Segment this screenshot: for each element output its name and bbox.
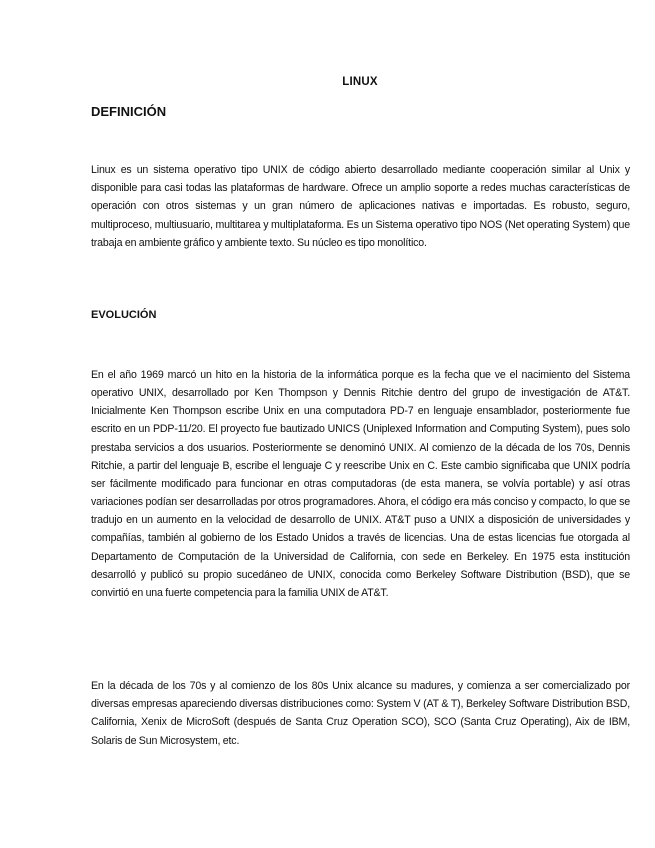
document-title: LINUX xyxy=(342,76,378,88)
definicion-paragraph: Linux es un sistema operativo tipo UNIX de código abierto desarrollado mediante cooperación similar al Unix y disponible para casi todas las plataformas de hardware. Ofrece un amplio soporte a redes muchas características de operación con otros sistemas y un gran número de aplicaciones nativas e importadas. Es robusto, seguro, multiproceso, multiusuario, multitarea y multiplataforma. Es un Sistema operativo tipo NOS (Net operating System) que trabaja en ambiente gráfico y ambiente texto. Su núcleo es tipo monolítico. xyxy=(91,164,630,249)
evolucion-paragraph-1: En el año 1969 marcó un hito en la historia de la informática porque es la fecha que ve el nacimiento del Sistema operativo UNIX, desarrollado por Ken Thompson y Dennis Ritchie dentro del grupo de investigación de AT&T. Inicialmente Ken Thompson escribe Unix en una computadora PD-7 en lenguaje ensamblador, posteriormente fue escrito en un PDP-11/20. El proyecto fue bautizado UNICS (Uniplexed Information and Computing System), pues solo prestaba servicios a dos usuarios. Posteriormente se denominó UNIX. Al comienzo de la década de los 70s, Dennis Ritchie, a partir del lenguaje B, escribe el lenguaje C y reescribe Unix en C. Este cambio significaba que UNIX podría ser fácilmente modificado para funcionar en otras computadoras (de esta manera, se volvía portable) y así otras variaciones podían ser desarrolladas por otros programadores. Ahora, el código era más conciso y compacto, lo que se tradujo en un aumento en la velocidad de desarrollo de UNIX. AT&T puso a UNIX a disposición de universidades y compañías, también al gobierno de los Estado Unidos a través de licencias. Una de estas licencias fue otorgada al Departamento de Computación de la Universidad de California, con sede en Berkeley. En 1975 esta institución desarrolló y publicó su propio sucedáneo de UNIX, conocida como Berkeley Software Distribution (BSD), que se convirtió en una fuerte competencia para la familia UNIX de AT&T. xyxy=(91,369,630,599)
evolucion-paragraph-2: En la década de los 70s y al comienzo de los 80s Unix alcance su madures, y comienza a ser comercializado por diversas empresas apareciendo diversas distribuciones como: System V (AT & T), Berkeley Software Distribution BSD, California, Xenix de MicroSoft (después de Santa Cruz Operation SCO), SCO (Santa Cruz Operating), Aix de IBM, Solaris de Sun Microsystem, etc. xyxy=(91,680,630,747)
section-heading-evolucion: EVOLUCIÓN xyxy=(91,309,157,321)
section-heading-definicion: DEFINICIÓN xyxy=(91,104,167,119)
